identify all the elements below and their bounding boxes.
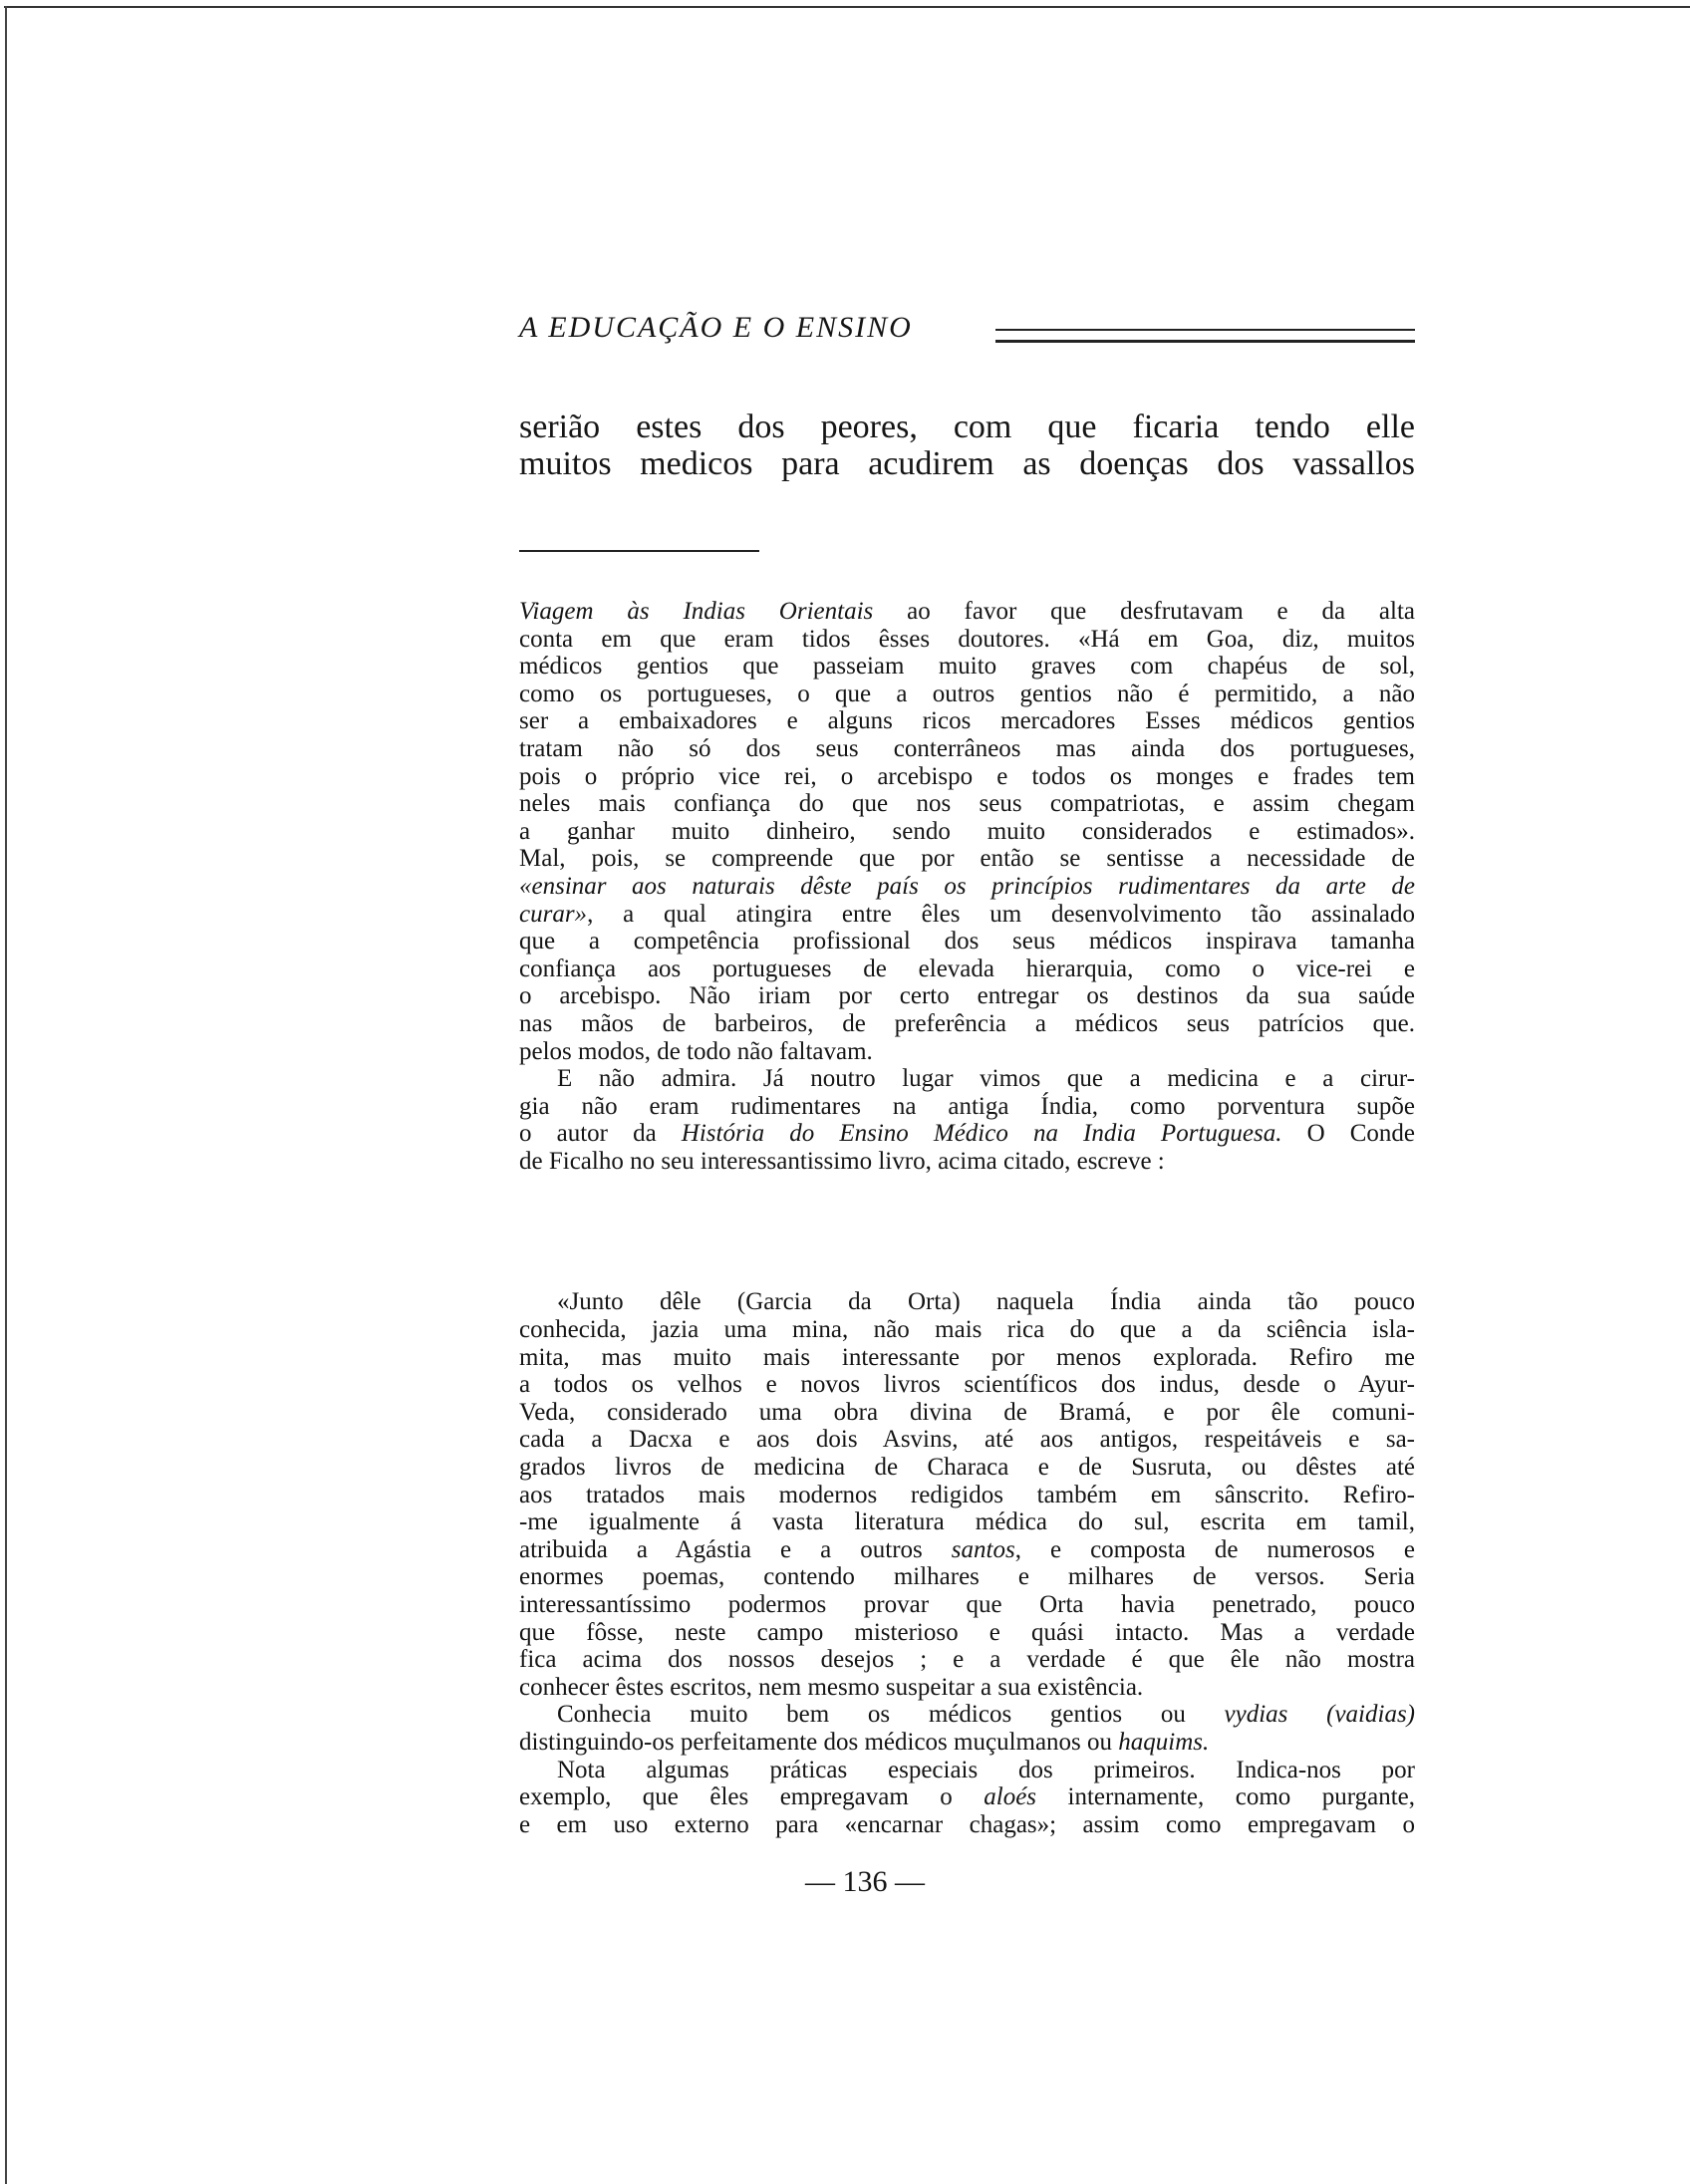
text-run: pois o próprio vice rei, o arcebispo e todos os monges e frades tem — [519, 762, 1415, 790]
running-header-title: A EDUCAÇÃO E O ENSINO — [519, 311, 913, 344]
text-line — [519, 626, 1415, 654]
quoted-paragraph — [519, 1288, 1415, 1701]
main-text — [519, 409, 1415, 482]
text-line — [519, 1646, 1415, 1674]
text-run: atribuida a Agástia e a outros — [519, 1535, 952, 1563]
paragraph — [519, 1701, 1415, 1756]
text-line — [519, 1783, 1415, 1811]
text-line — [519, 1344, 1415, 1372]
text-run: Veda, considerado uma obra divina de Bramá, e por êle comuni- — [519, 1398, 1415, 1426]
text-run: grados livros de medicina de Characa e de Susruta, ou dêstes até — [519, 1454, 1415, 1482]
italic-text: Viagem às Indias Orientais — [519, 598, 874, 625]
text-run: confiança aos portugueses de elevada hierarquia, como o vice-rei e — [519, 955, 1415, 982]
italic-text: «ensinar aos naturais dêste país os princípios rudimentares da arte de — [519, 872, 1415, 900]
text-line — [519, 956, 1415, 983]
text-run: , e composta de numerosos e — [1014, 1535, 1415, 1563]
text-run: Nota algumas práticas especiais dos primeiros. Indica-nos por — [557, 1756, 1415, 1783]
text-line — [519, 1701, 1415, 1729]
text-run: muitos medicos para acudirem as doenças dos vassallos — [519, 445, 1415, 482]
text-run: enormes poemas, contendo milhares e milhares de versos. Seria — [519, 1563, 1415, 1591]
italic-text: curar» — [519, 900, 588, 928]
text-line — [519, 845, 1415, 873]
text-line — [519, 707, 1415, 735]
text-line — [519, 1482, 1415, 1509]
text-line — [519, 1010, 1415, 1038]
text-line — [519, 1371, 1415, 1399]
text-line — [519, 790, 1415, 818]
footnote-separator-rule — [519, 550, 759, 552]
text-run: tratam não só dos seus conterrâneos mas ainda dos portugueses, — [519, 734, 1415, 762]
text-run: neles mais confiança do que nos seus compatriotas, e assim chegam — [519, 790, 1415, 818]
header-double-rule — [995, 329, 1415, 343]
text-run: conhecer êstes escritos, nem mesmo suspeitar a sua existência. — [519, 1673, 1144, 1701]
text-line — [519, 901, 1415, 929]
running-header — [519, 311, 1415, 351]
text-run: o autor da — [519, 1120, 682, 1148]
text-line — [519, 1811, 1415, 1839]
text-line — [519, 1288, 1415, 1316]
text-run: , a qual atingira entre êles um desenvolvimento tão assinalado — [587, 900, 1415, 928]
text-line — [519, 1591, 1415, 1619]
text-run: de Ficalho no seu interessantissimo livro, acima citado, escreve : — [519, 1147, 1165, 1175]
text-run: que fôsse, neste campo misterioso e quási intacto. Mas a verdade — [519, 1618, 1415, 1646]
paragraph — [519, 1065, 1415, 1175]
text-run: interessantíssimo podermos provar que Orta havia penetrado, pouco — [519, 1591, 1415, 1618]
text-line — [519, 1563, 1415, 1591]
text-run: ser a embaixadores e alguns ricos mercadores Esses médicos gentios — [519, 707, 1415, 735]
text-line — [519, 653, 1415, 681]
page-edge-left — [5, 6, 7, 2184]
text-run: serião estes dos peores, com que ficaria tendo elle — [519, 409, 1415, 445]
italic-text: santos — [951, 1535, 1015, 1563]
text-run: que a competência profissional dos seus médicos inspirava tamanha — [519, 928, 1415, 956]
text-run: O Conde — [1281, 1120, 1416, 1148]
italic-text: aloés — [984, 1783, 1037, 1811]
text-line — [519, 445, 1415, 482]
text-line — [519, 763, 1415, 791]
text-line — [519, 1619, 1415, 1647]
text-line — [519, 1399, 1415, 1427]
text-run: Mal, pois, se compreende que por então se sentisse a necessidade de — [519, 845, 1415, 873]
text-line — [519, 1093, 1415, 1121]
text-run: gia não eram rudimentares na antiga Índia, como porventura supõe — [519, 1092, 1415, 1120]
text-run: mita, mas muito mais interessante por menos explorada. Refiro me — [519, 1343, 1415, 1371]
text-line — [519, 1757, 1415, 1784]
text-line — [519, 1148, 1415, 1176]
text-line — [519, 1729, 1415, 1757]
text-line — [519, 1508, 1415, 1536]
text-run: o arcebispo. Não iriam por certo entregar os destinos da sua saúde — [519, 982, 1415, 1010]
text-line — [519, 982, 1415, 1010]
text-run: exemplo, que êles empregavam o — [519, 1783, 985, 1811]
text-line — [519, 818, 1415, 846]
text-run: conhecida, jazia uma mina, não mais rica do que a da sciência isla- — [519, 1316, 1415, 1344]
text-run: internamente, como purgante, — [1036, 1783, 1416, 1811]
italic-text: História do Ensino Médico na India Portuguesa. — [681, 1120, 1282, 1148]
text-run: pelos modos, de todo não faltavam. — [519, 1037, 873, 1065]
text-line — [519, 409, 1415, 445]
text-line — [519, 1426, 1415, 1454]
text-run: «Junto dêle (Garcia da Orta) naquela Índia ainda tão pouco — [557, 1288, 1415, 1316]
text-line — [519, 1316, 1415, 1344]
text-run: cada a Dacxa e aos dois Asvins, até aos antigos, respeitáveis e sa- — [519, 1426, 1415, 1454]
text-line — [519, 681, 1415, 708]
text-run: conta em que eram tidos êsses doutores. «Há em Goa, diz, muitos — [519, 625, 1415, 653]
page-number: — 136 — — [805, 1865, 925, 1898]
text-line — [519, 1674, 1415, 1702]
page-edge-top — [4, 6, 1690, 8]
text-line — [519, 1536, 1415, 1564]
text-line — [519, 873, 1415, 901]
text-line — [519, 735, 1415, 763]
text-run: Conhecia muito bem os médicos gentios ou — [557, 1701, 1225, 1729]
text-run: aos tratados mais modernos redigidos também em sânscrito. Refiro- — [519, 1481, 1415, 1508]
text-run: nas mãos de barbeiros, de preferência a médicos seus patrícios que. — [519, 1009, 1415, 1037]
text-run: e em uso externo para «encarnar chagas»; assim como empregavam o — [519, 1810, 1415, 1838]
italic-text: haquims. — [1118, 1728, 1210, 1756]
text-line — [519, 1454, 1415, 1482]
text-run: médicos gentios que passeiam muito graves com chapéus de sol, — [519, 653, 1415, 681]
paragraph — [519, 1757, 1415, 1839]
text-run: como os portugueses, o que a outros gentios não é permitido, a não — [519, 680, 1415, 707]
text-line — [519, 1065, 1415, 1093]
text-line — [519, 928, 1415, 956]
text-run: -me igualmente á vasta literatura médica do sul, escrita em tamil, — [519, 1508, 1415, 1536]
text-run: ao favor que desfrutavam e da alta — [873, 598, 1415, 625]
text-run: a ganhar muito dinheiro, sendo muito considerados e estimados». — [519, 817, 1415, 845]
footnote-text — [519, 598, 1415, 1838]
italic-text: vydias (vaidias) — [1224, 1701, 1415, 1729]
text-run: distinguindo-os perfeitamente dos médicos muçulmanos ou — [519, 1728, 1119, 1756]
text-run: fica acima dos nossos desejos ; e a verdade é que êle não mostra — [519, 1646, 1415, 1674]
text-line — [519, 1038, 1415, 1066]
text-line — [519, 1120, 1415, 1148]
text-run: E não admira. Já noutro lugar vimos que a medicina e a cirur- — [557, 1065, 1415, 1093]
text-line — [519, 598, 1415, 626]
text-run: a todos os velhos e novos livros scientíficos dos indus, desde o Ayur- — [519, 1371, 1415, 1399]
paragraph — [519, 598, 1415, 1065]
